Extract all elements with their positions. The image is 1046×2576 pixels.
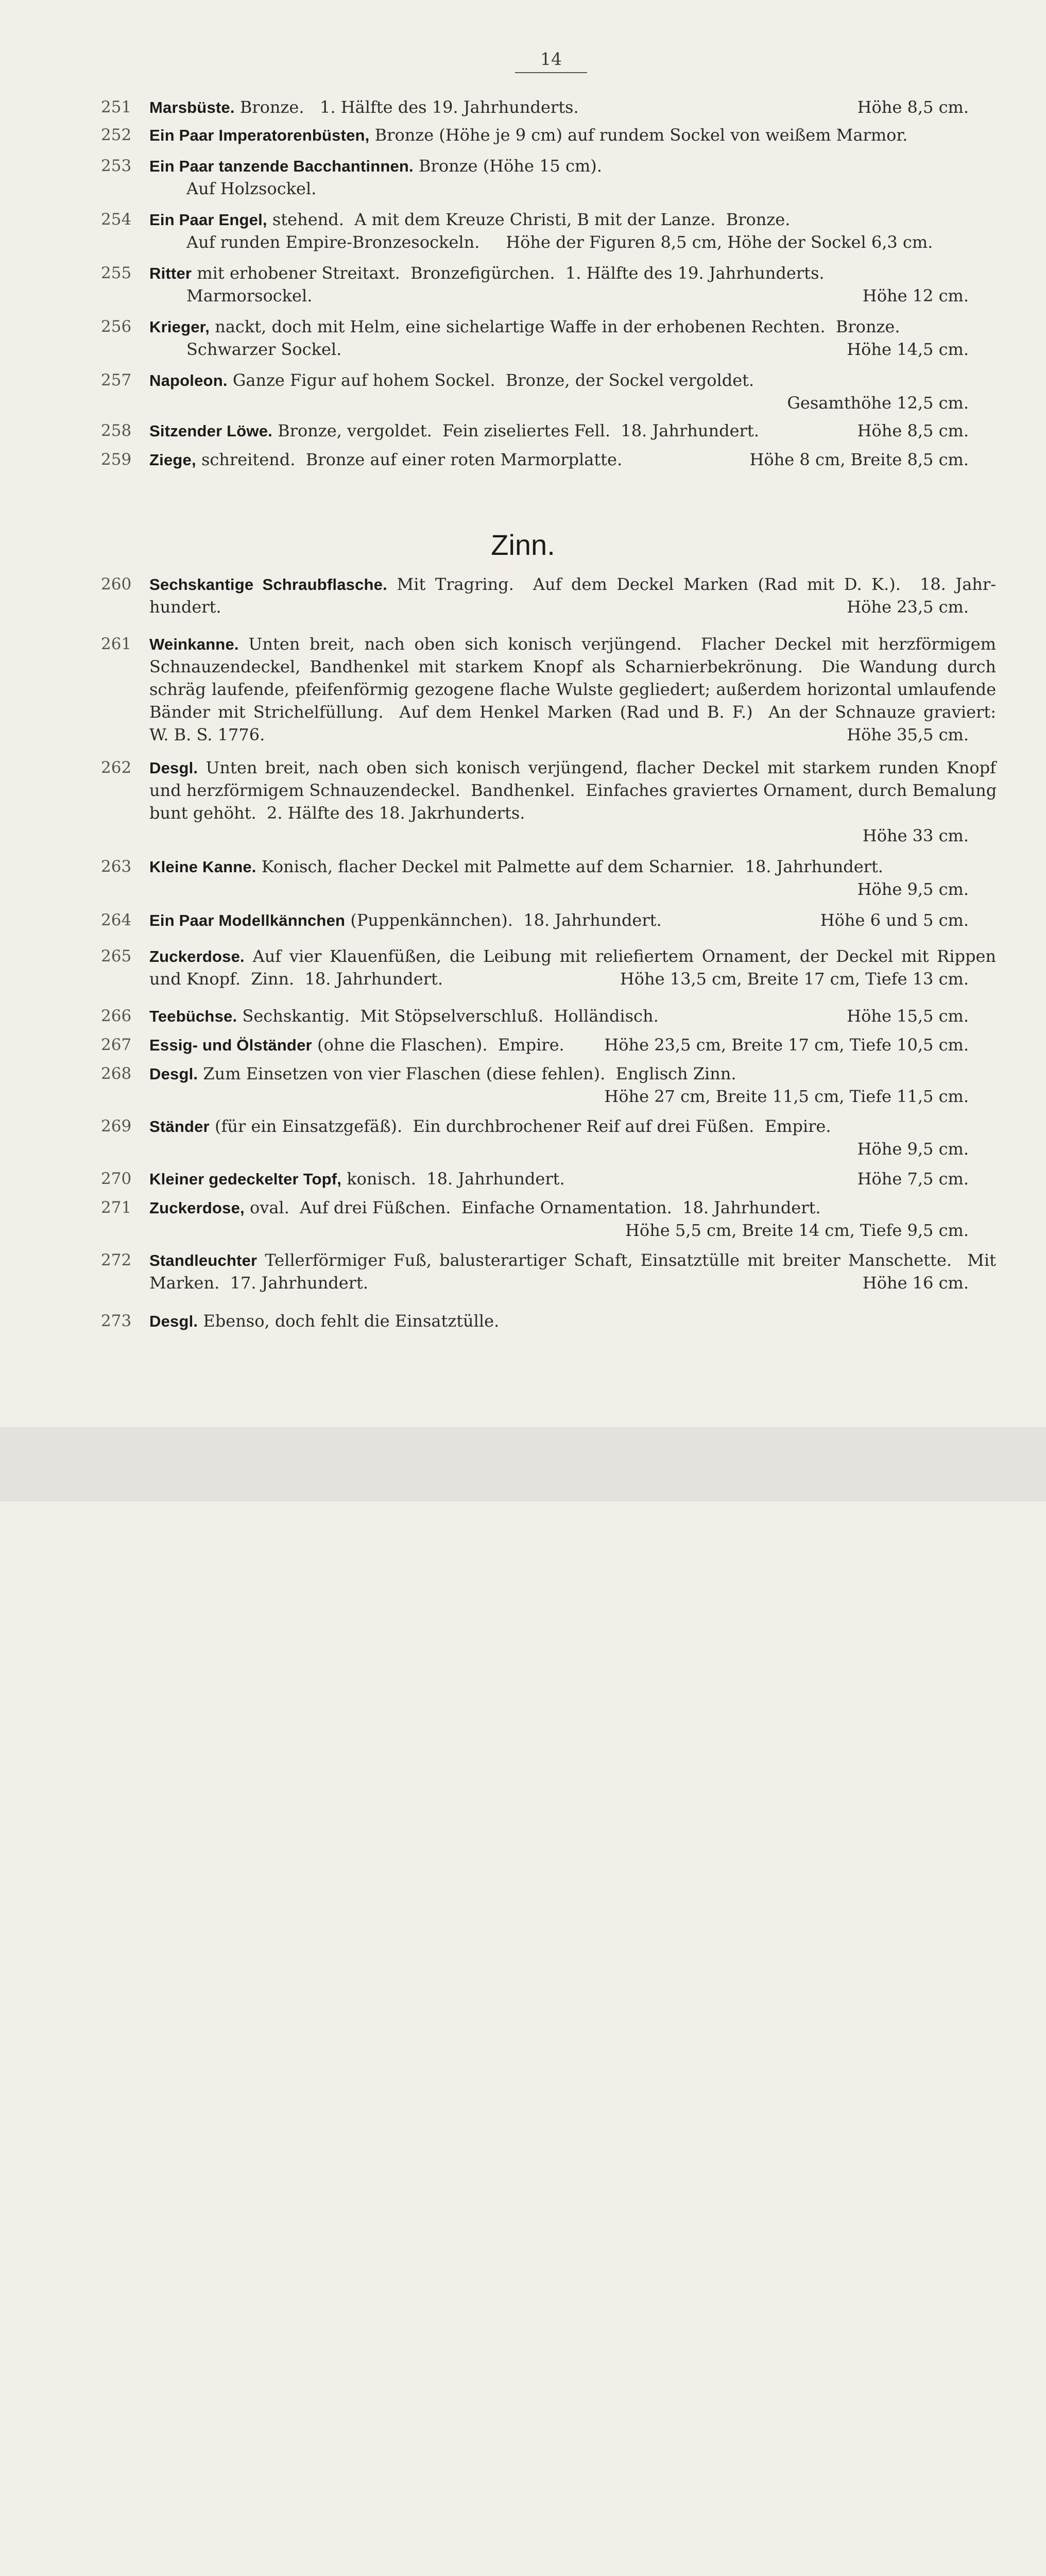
entry-number: 255 <box>101 264 132 282</box>
entry-dimensions: Gesamthöhe 12,5 cm. <box>787 393 969 413</box>
entry-line <box>149 655 996 678</box>
entry-title: Kleine Kanne. <box>149 858 256 876</box>
entry-description: Unten breit, nach oben sich konisch verjüngend. Flacher Deckel mit herzförmigem <box>248 634 997 654</box>
entry-line <box>149 701 996 723</box>
entry-description: Marken. 17. Jahrhundert. <box>149 1273 369 1293</box>
entry-number: 263 <box>101 857 132 876</box>
entry-title: Standleuchter <box>149 1251 258 1269</box>
entry-text <box>149 155 996 200</box>
entry-description: Schnauzendeckel, Bandhenkel mit starkem Knopf als Scharnierbekrönung. Die Wandung durch <box>149 657 996 676</box>
entry-dimensions: Höhe 33 cm. <box>862 826 969 845</box>
entry-description: Auf vier Klauenfüßen, die Leibung mit reliefiertem Ornament, der Deckel mit Rippen <box>252 946 997 966</box>
entry-title: Krieger, <box>149 318 210 336</box>
entry-line <box>149 1115 996 1138</box>
entry-number: 268 <box>101 1064 132 1083</box>
entry-dimensions: Höhe 35,5 cm. <box>847 725 969 744</box>
entry-dimensions: Höhe 12 cm. <box>862 286 969 306</box>
entry-line <box>149 208 996 231</box>
entry-description: nackt, doch mit Helm, eine sichelartige Waffe in der erhobenen Rechten. Bronze. <box>215 317 900 336</box>
entry-text <box>149 369 996 392</box>
entry-description: Ebenso, doch fehlt die Einsatztülle. <box>203 1311 500 1331</box>
entry-line <box>149 779 996 802</box>
entry-dimensions: Höhe 23,5 cm, Breite 17 cm, Tiefe 10,5 cm. <box>604 1035 969 1055</box>
entry-number: 264 <box>101 911 132 929</box>
entry-line <box>149 315 996 338</box>
entry-title: Teebüchse. <box>149 1007 237 1025</box>
entry-description: schreitend. Bronze auf einer roten Marmorplatte. <box>201 450 623 469</box>
entry-description: Schwarzer Sockel. <box>186 340 342 359</box>
entry-dimensions: Höhe 8,5 cm. <box>857 421 969 440</box>
entry-line <box>149 231 996 253</box>
entry-description: Auf runden Empire-Bronzesockeln. Höhe der Figuren 8,5 cm, Höhe der Sockel 6,3 cm. <box>186 232 933 252</box>
entry-number: 266 <box>101 1007 132 1025</box>
entry-title: Sechskantige Schraubflasche. <box>149 575 387 594</box>
entry-description: Ganze Figur auf hohem Sockel. Bronze, der Sockel vergoldet. <box>232 370 755 390</box>
entry-title: Desgl. <box>149 759 198 777</box>
entry-description: Bänder mit Strichelfüllung. Auf dem Henkel Marken (Rad und B. F.) An der Schnauze graviert: <box>149 702 996 722</box>
entry-title: Desgl. <box>149 1312 198 1330</box>
entry-line <box>149 573 996 596</box>
entry-line <box>149 855 996 878</box>
entry-line <box>149 756 996 779</box>
entry-dimensions: Höhe 16 cm. <box>862 1273 969 1293</box>
entry-description: (für ein Einsatzgefäß). Ein durchbrochener Reif auf drei Füßen. Empire. <box>215 1116 831 1136</box>
entry-line <box>149 1249 996 1272</box>
entry-dimensions: Höhe 7,5 cm. <box>857 1169 969 1189</box>
entry-description: Bronze. 1. Hälfte des 19. Jahrhunderts. <box>239 97 579 117</box>
entry-title: Ein Paar Modellkännchen <box>149 911 346 929</box>
entry-number: 251 <box>101 98 132 116</box>
entry-dimensions: Höhe 15,5 cm. <box>847 1006 969 1026</box>
entry-number: 265 <box>101 947 132 965</box>
entry-text <box>149 855 996 878</box>
page-number-rule <box>515 72 587 73</box>
entry-title: Ziege, <box>149 451 196 469</box>
entry-number: 262 <box>101 758 132 777</box>
entry-description: oval. Auf drei Füßchen. Einfache Ornamentation. 18. Jahrhundert. <box>250 1198 821 1217</box>
entry-number: 273 <box>101 1312 132 1330</box>
entry-dimensions: Höhe 23,5 cm. <box>847 597 969 617</box>
entry-dimensions: Höhe 9,5 cm. <box>857 879 969 899</box>
entry-title: Zuckerdose, <box>149 1199 245 1217</box>
entry-description: W. B. S. 1776. <box>149 725 265 744</box>
entry-line <box>149 155 996 177</box>
entry-text <box>149 1115 996 1138</box>
entry-line <box>149 1310 996 1332</box>
entry-description: mit erhobener Streitaxt. Bronzefigürchen. 1. Hälfte des 19. Jahrhunderts. <box>197 263 825 283</box>
entry-number: 270 <box>101 1170 132 1188</box>
entry-number: 259 <box>101 450 132 469</box>
entry-line <box>149 177 996 200</box>
entry-line <box>149 678 996 701</box>
entry-number: 258 <box>101 421 132 440</box>
entry-line <box>149 945 996 968</box>
entry-number: 257 <box>101 371 132 389</box>
entry-line <box>149 802 996 824</box>
entry-description: Auf Holzsockel. <box>186 179 317 198</box>
entry-number: 252 <box>101 126 132 144</box>
entry-dimensions: Höhe 14,5 cm. <box>847 340 969 359</box>
entry-dimensions: Höhe 5,5 cm, Breite 14 cm, Tiefe 9,5 cm. <box>625 1221 969 1240</box>
footer-bar <box>0 1427 1046 1501</box>
entry-line <box>149 1196 996 1219</box>
entry-number: 254 <box>101 210 132 229</box>
entry-description: stehend. A mit dem Kreuze Christi, B mit der Lanze. Bronze. <box>272 210 791 229</box>
entry-description: Unten breit, nach oben sich konisch verjüngend, flacher Deckel mit starkem runden Knopf <box>205 758 997 777</box>
entry-text <box>149 756 996 824</box>
entry-title: Zuckerdose. <box>149 947 245 965</box>
entry-number: 256 <box>101 317 132 336</box>
entry-description: schräg laufende, pfeifenförmig gezogene flache Wulste gegliedert; außerdem horizontal umlaufende <box>149 680 996 699</box>
page-number: 14 <box>540 49 562 69</box>
entry-number: 271 <box>101 1198 132 1217</box>
entry-description: hundert. <box>149 597 221 617</box>
entry-title: Ständer <box>149 1117 210 1136</box>
entry-description: und Knopf. Zinn. 18. Jahrhundert. <box>149 969 443 989</box>
entry-title: Weinkanne. <box>149 635 239 653</box>
entry-text <box>149 1310 996 1332</box>
entry-description: Bronze (Höhe je 9 cm) auf rundem Sockel von weißem Marmor. <box>374 125 908 145</box>
entry-description: bunt gehöht. 2. Hälfte des 18. Jakrhunderts. <box>149 803 525 823</box>
entry-description: Tellerförmiger Fuß, balusterartiger Schaft, Einsatztülle mit breiter Manschette. Mit <box>265 1250 997 1270</box>
entry-description: konisch. 18. Jahrhundert. <box>347 1169 565 1189</box>
entry-number: 253 <box>101 157 132 175</box>
entry-dimensions: Höhe 8 cm, Breite 8,5 cm. <box>749 450 969 469</box>
entry-number: 261 <box>101 635 132 653</box>
entry-line <box>149 369 996 392</box>
entry-line <box>149 124 996 146</box>
entry-title: Ein Paar Engel, <box>149 211 267 229</box>
entry-title: Ein Paar tanzende Bacchantinnen. <box>149 157 414 175</box>
entry-text <box>149 208 996 253</box>
entry-text <box>149 1196 996 1219</box>
entry-description: Mit Tragring. Auf dem Deckel Marken (Rad mit D. K.). 18. Jahr- <box>397 574 997 594</box>
entry-description: (Puppenkännchen). 18. Jahrhundert. <box>350 910 662 930</box>
entry-title: Ein Paar Imperatorenbüsten, <box>149 126 370 144</box>
entry-number: 267 <box>101 1036 132 1054</box>
entry-title: Napoleon. <box>149 371 228 389</box>
entry-description: Bronze, vergoldet. Fein ziseliertes Fell. 18. Jahrhundert. <box>278 421 759 440</box>
entry-title: Kleiner gedeckelter Topf, <box>149 1170 342 1188</box>
entry-line <box>149 1062 996 1085</box>
entry-text <box>149 1062 996 1085</box>
entry-description: Bronze (Höhe 15 cm). <box>419 156 602 176</box>
section-title: Zinn. <box>491 529 555 561</box>
entry-title: Essig- und Ölständer <box>149 1036 312 1054</box>
entry-title: Desgl. <box>149 1065 198 1083</box>
entry-description: Sechskantig. Mit Stöpselverschluß. Holländisch. <box>242 1006 659 1026</box>
entry-line <box>149 633 996 655</box>
entry-number: 272 <box>101 1251 132 1269</box>
entry-description: (ohne die Flaschen). Empire. <box>317 1035 564 1055</box>
entry-dimensions: Höhe 13,5 cm, Breite 17 cm, Tiefe 13 cm. <box>620 969 969 989</box>
entry-title: Ritter <box>149 264 192 282</box>
entry-title: Marsbüste. <box>149 98 235 116</box>
entry-description: und herzförmigem Schnauzendeckel. Bandhenkel. Einfaches graviertes Ornament, durch Bemalung <box>149 781 997 800</box>
entry-number: 269 <box>101 1117 132 1136</box>
entry-title: Sitzender Löwe. <box>149 422 272 440</box>
entry-description: Konisch, flacher Deckel mit Palmette auf dem Scharnier. 18. Jahrhundert. <box>261 857 883 876</box>
entry-dimensions: Höhe 6 und 5 cm. <box>820 910 969 930</box>
entry-text <box>149 124 996 146</box>
entry-number: 260 <box>101 575 132 594</box>
entry-dimensions: Höhe 27 cm, Breite 11,5 cm, Tiefe 11,5 cm. <box>604 1087 969 1106</box>
entry-line <box>149 262 996 284</box>
entry-description: Marmorsockel. <box>186 286 313 306</box>
entry-dimensions: Höhe 9,5 cm. <box>857 1139 969 1159</box>
entry-dimensions: Höhe 8,5 cm. <box>857 97 969 117</box>
entry-description: Zum Einsetzen von vier Flaschen (diese fehlen). Englisch Zinn. <box>203 1064 736 1083</box>
